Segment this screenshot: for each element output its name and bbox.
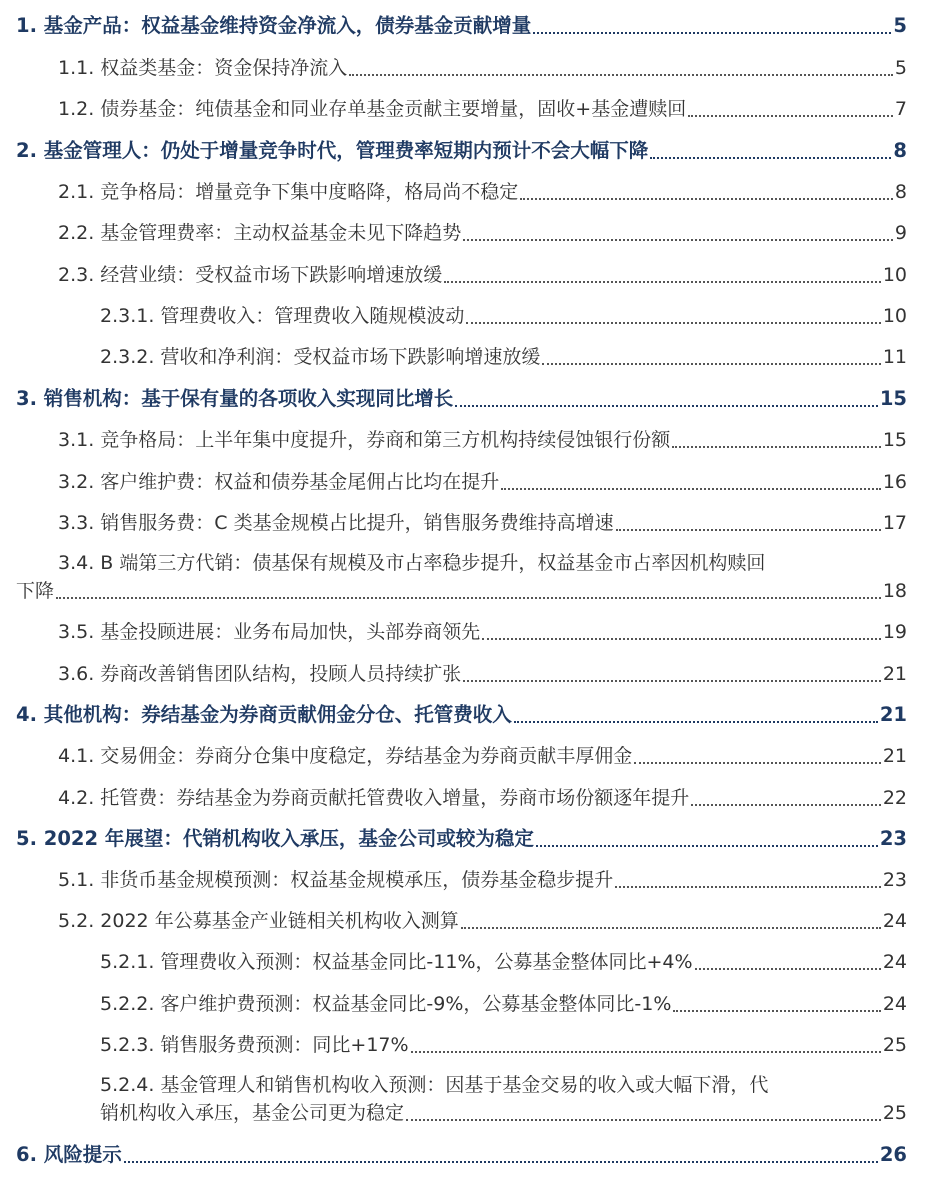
toc-page-number: 25 bbox=[882, 1102, 907, 1124]
toc-leader-dots bbox=[634, 762, 881, 764]
toc-entry[interactable] bbox=[0, 302, 947, 330]
toc-leader-dots bbox=[650, 157, 891, 159]
toc-entry-title: 3.5. 基金投顾进展：业务布局加快，头部券商领先 bbox=[58, 621, 481, 643]
toc-entry-title-continued: 下降 bbox=[16, 580, 55, 602]
toc-entry[interactable] bbox=[0, 343, 947, 371]
toc-entry-title: 2.3. 经营业绩：受权益市场下跌影响增速放缓 bbox=[58, 264, 443, 286]
toc-page-number: 17 bbox=[882, 512, 907, 534]
toc-entry[interactable] bbox=[0, 549, 947, 605]
toc-leader-dots bbox=[461, 927, 881, 929]
toc-leader-dots bbox=[482, 638, 881, 640]
toc-entry-title: 2.3.2. 营收和净利润：受权益市场下跌影响增速放缓 bbox=[100, 346, 541, 368]
toc-entry-title: 1. 基金产品：权益基金维持资金净流入，债券基金贡献增量 bbox=[16, 14, 532, 37]
toc-entry[interactable] bbox=[0, 825, 947, 853]
toc-leader-dots bbox=[672, 446, 881, 448]
toc-entry[interactable] bbox=[0, 12, 947, 40]
toc-entry[interactable] bbox=[0, 426, 947, 454]
toc-leader-dots bbox=[406, 1119, 881, 1121]
toc-entry-title: 4.2. 托管费：券结基金为券商贡献托管费收入增量，券商市场份额逐年提升 bbox=[58, 787, 690, 809]
toc-page-number: 16 bbox=[882, 471, 907, 493]
toc-leader-dots bbox=[463, 680, 881, 682]
toc-page-number: 22 bbox=[882, 787, 907, 809]
toc-entry[interactable] bbox=[0, 385, 947, 413]
toc-entry[interactable] bbox=[0, 784, 947, 812]
toc-leader-dots bbox=[691, 804, 881, 806]
toc-entry-title: 3.3. 销售服务费：C 类基金规模占比提升，销售服务费维持高增速 bbox=[58, 512, 614, 534]
toc-leader-dots bbox=[514, 721, 878, 723]
toc-entry-title: 6. 风险提示 bbox=[16, 1143, 122, 1166]
toc-leader-dots bbox=[124, 1161, 878, 1163]
toc-leader-dots bbox=[463, 239, 893, 241]
toc-leader-dots bbox=[673, 1010, 880, 1012]
toc-page-number: 11 bbox=[882, 346, 907, 368]
toc-page-number: 10 bbox=[882, 264, 907, 286]
toc-page-number: 15 bbox=[879, 387, 907, 410]
toc-page-number: 21 bbox=[882, 745, 907, 767]
toc-leader-dots bbox=[349, 74, 893, 76]
toc-leader-dots bbox=[56, 597, 881, 599]
toc-page-number: 5 bbox=[893, 14, 907, 37]
toc-entry[interactable] bbox=[0, 1031, 947, 1059]
toc-entry[interactable] bbox=[0, 137, 947, 165]
toc-page-number: 24 bbox=[882, 993, 907, 1015]
toc-page-number: 8 bbox=[894, 181, 907, 203]
toc-leader-dots bbox=[466, 322, 880, 324]
toc-entry[interactable] bbox=[0, 660, 947, 688]
toc-page-number: 24 bbox=[882, 910, 907, 932]
toc-entry[interactable] bbox=[0, 178, 947, 206]
toc-page-number: 5 bbox=[894, 57, 907, 79]
toc-entry-title: 5.2.2. 客户维护费预测：权益基金同比-9%，公募基金整体同比-1% bbox=[100, 993, 672, 1015]
toc-entry-title: 5. 2022 年展望：代销机构收入承压，基金公司或较为稳定 bbox=[16, 827, 534, 850]
toc-leader-dots bbox=[455, 405, 878, 407]
toc-page-number: 25 bbox=[882, 1034, 907, 1056]
toc-entry-title: 2.2. 基金管理费率：主动权益基金未见下降趋势 bbox=[58, 222, 462, 244]
toc-entry-title: 5.2.3. 销售服务费预测：同比+17% bbox=[100, 1034, 409, 1056]
toc-leader-dots bbox=[501, 488, 881, 490]
toc-leader-dots bbox=[542, 363, 880, 365]
toc-page-number: 23 bbox=[879, 827, 907, 850]
toc-page-number: 21 bbox=[879, 703, 907, 726]
toc-entry-title: 1.2. 债券基金：纯债基金和同业存单基金贡献主要增量，固收+基金遭赎回 bbox=[58, 98, 687, 120]
toc-entry-title: 2.3.1. 管理费收入：管理费收入随规模波动 bbox=[100, 305, 465, 327]
toc-entry-title: 3.1. 竞争格局：上半年集中度提升，券商和第三方机构持续侵蚀银行份额 bbox=[58, 429, 671, 451]
toc-entry-title: 5.2.4. 基金管理人和销售机构收入预测：因基于基金交易的收入或大幅下滑，代 bbox=[100, 1074, 769, 1096]
toc-entry[interactable] bbox=[0, 618, 947, 646]
toc-leader-dots bbox=[533, 32, 891, 34]
toc-entry-title: 4.1. 交易佣金：券商分仓集中度稳定，券结基金为券商贡献丰厚佣金 bbox=[58, 745, 633, 767]
toc-entry-title: 2.1. 竞争格局：增量竞争下集中度略降，格局尚不稳定 bbox=[58, 181, 519, 203]
toc-entry[interactable] bbox=[0, 742, 947, 770]
toc-entry-title: 1.1. 权益类基金：资金保持净流入 bbox=[58, 57, 348, 79]
toc-entry-title: 3.4. B 端第三方代销：债基保有规模及市占率稳步提升，权益基金市占率因机构赎回 bbox=[58, 552, 766, 574]
toc-entry[interactable] bbox=[0, 261, 947, 289]
toc-page-number: 7 bbox=[894, 98, 907, 120]
toc-page-number: 9 bbox=[894, 222, 907, 244]
toc-page-number: 18 bbox=[882, 580, 907, 602]
toc-entry[interactable] bbox=[0, 219, 947, 247]
toc-entry-title: 4. 其他机构：券结基金为券商贡献佣金分仓、托管费收入 bbox=[16, 703, 512, 726]
toc-leader-dots bbox=[688, 115, 893, 117]
toc-entry-title-continued: 销机构收入承压，基金公司更为稳定 bbox=[100, 1102, 405, 1124]
toc-entry-title: 5.2.1. 管理费收入预测：权益基金同比-11%，公募基金整体同比+4% bbox=[100, 951, 693, 973]
toc-entry[interactable] bbox=[0, 1141, 947, 1169]
toc-entry[interactable] bbox=[0, 509, 947, 537]
toc-entry-title: 3.2. 客户维护费：权益和债券基金尾佣占比均在提升 bbox=[58, 471, 500, 493]
toc-page-number: 23 bbox=[882, 869, 907, 891]
toc-page-number: 26 bbox=[879, 1143, 907, 1166]
toc-page-number: 10 bbox=[882, 305, 907, 327]
toc-page-number: 24 bbox=[882, 951, 907, 973]
toc-leader-dots bbox=[615, 886, 881, 888]
toc-leader-dots bbox=[616, 529, 881, 531]
toc-entry[interactable] bbox=[0, 948, 947, 976]
toc-entry[interactable] bbox=[0, 866, 947, 894]
toc-entry[interactable] bbox=[0, 95, 947, 123]
toc-entry[interactable] bbox=[0, 54, 947, 82]
toc-page-number: 8 bbox=[893, 139, 907, 162]
toc-entry[interactable] bbox=[0, 468, 947, 496]
toc-leader-dots bbox=[444, 281, 881, 283]
toc-leader-dots bbox=[411, 1051, 881, 1053]
toc-page-number: 21 bbox=[882, 663, 907, 685]
toc-entry-title: 5.1. 非货币基金规模预测：权益基金规模承压，债券基金稳步提升 bbox=[58, 869, 614, 891]
toc-entry-title: 5.2. 2022 年公募基金产业链相关机构收入测算 bbox=[58, 910, 459, 932]
toc-entry-title: 3. 销售机构：基于保有量的各项收入实现同比增长 bbox=[16, 387, 454, 410]
toc-page-number: 15 bbox=[882, 429, 907, 451]
toc-entry[interactable] bbox=[0, 701, 947, 729]
toc-leader-dots bbox=[695, 968, 881, 970]
toc-entry-title: 2. 基金管理人：仍处于增量竞争时代，管理费率短期内预计不会大幅下降 bbox=[16, 139, 649, 162]
toc-entry[interactable] bbox=[0, 990, 947, 1018]
toc-page-number: 19 bbox=[882, 621, 907, 643]
toc-entry[interactable] bbox=[0, 1071, 947, 1127]
toc-entry[interactable] bbox=[0, 907, 947, 935]
toc-entry-title: 3.6. 券商改善销售团队结构，投顾人员持续扩张 bbox=[58, 663, 462, 685]
toc-leader-dots bbox=[536, 845, 878, 847]
toc-leader-dots bbox=[520, 198, 893, 200]
